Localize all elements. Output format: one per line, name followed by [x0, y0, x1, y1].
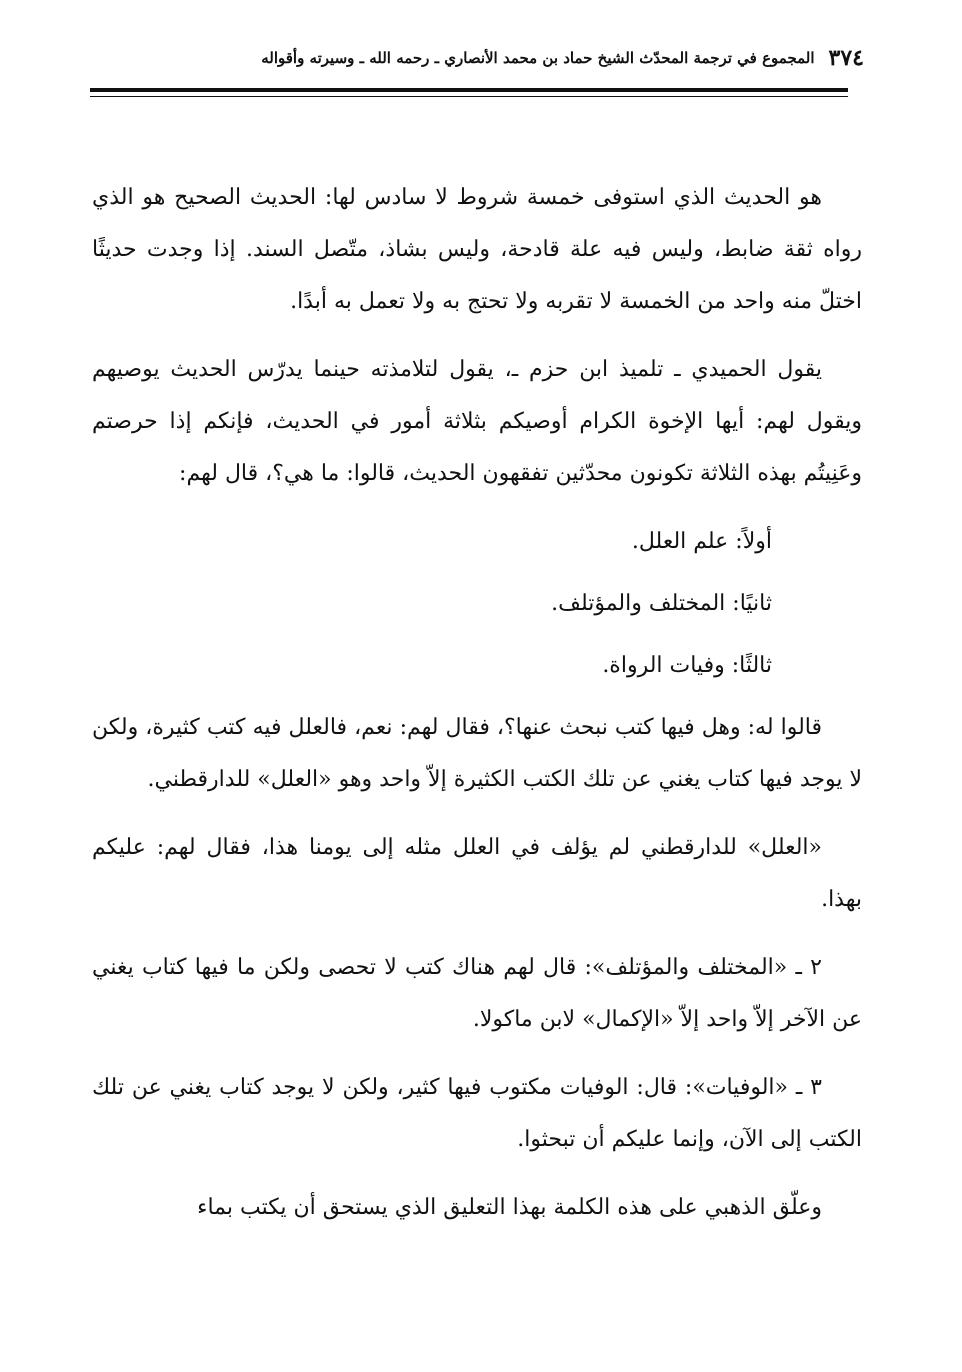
body-text: [92, 172, 862, 1234]
paragraph-mukhtalif-book: ٢ ـ «المختلف والمؤتلف»: قال لهم هناك كتب لا تحصى ولكن ما فيها كتاب يغني عن الآخر إلاّ واحد إلاّ «الإكمال» لابن ماكولا.: [92, 955, 862, 1032]
list-item-mukhtalif: ثانيًا: المختلف والمؤتلف.: [551, 591, 772, 616]
paragraph-wafayat-book: ٣ ـ «الوفيات»: قال: الوفيات مكتوب فيها كثير، ولكن لا يوجد كتاب يغني عن تلك الكتب إلى الآن، وإنما عليكم أن تبحثوا.: [92, 1075, 862, 1152]
page-header: [90, 38, 864, 78]
paragraph-humaidi-advice: يقول الحميدي ـ تلميذ ابن حزم ـ، يقول لتلامذته حينما يدرّس الحديث يوصيهم ويقول لهم: أيها الإخوة الكرام أوصيكم بثلاثة أمور في الحديث، فإنكم إذا حرصتم وعَنِيتُم بهذه الثلاثة تكونون محدّثين تفقهون الحديث، قالوا: ما هي؟، قال لهم:: [92, 357, 862, 486]
header-rule-thin: [90, 96, 848, 97]
page-number: ٣٧٤: [828, 45, 864, 71]
paragraph-books-question: قالوا له: وهل فيها كتب نبحث عنها؟، فقال لهم: نعم، فالعلل فيه كتب كثيرة، ولكن لا يوجد فيها كتاب يغني عن تلك الكتب الكثيرة إلاّ واحد وهو «العلل» للدارقطني.: [92, 715, 862, 792]
header-rule-thick: [90, 88, 848, 92]
list-item-ilal: أولاً: علم العلل.: [631, 529, 772, 554]
running-title: المجموع في ترجمة المحدّث الشيخ حماد بن محمد الأنصاري ـ رحمه الله ـ وسيرته وأقواله: [261, 49, 815, 67]
list-item-wafayat: ثالثًا: وفيات الرواة.: [602, 653, 772, 678]
paragraph-dhahabi-comment: وعلّق الذهبي على هذه الكلمة بهذا التعليق الذي يستحق أن يكتب بماء: [197, 1195, 822, 1220]
paragraph-sahih-definition: هو الحديث الذي استوفى خمسة شروط لا سادس لها: الحديث الصحيح هو الذي رواه ثقة ضابط، وليس فيه علة قادحة، وليس بشاذ، متّصل السند. إذا وجدت حديثًا اختلّ منه واحد من الخمسة لا تقربه ولا تحتج به ولا تعمل به أبدًا.: [92, 185, 862, 314]
paragraph-daraqutni: «العلل» للدارقطني لم يؤلف في العلل مثله إلى يومنا هذا، فقال لهم: عليكم بهذا.: [92, 835, 862, 912]
